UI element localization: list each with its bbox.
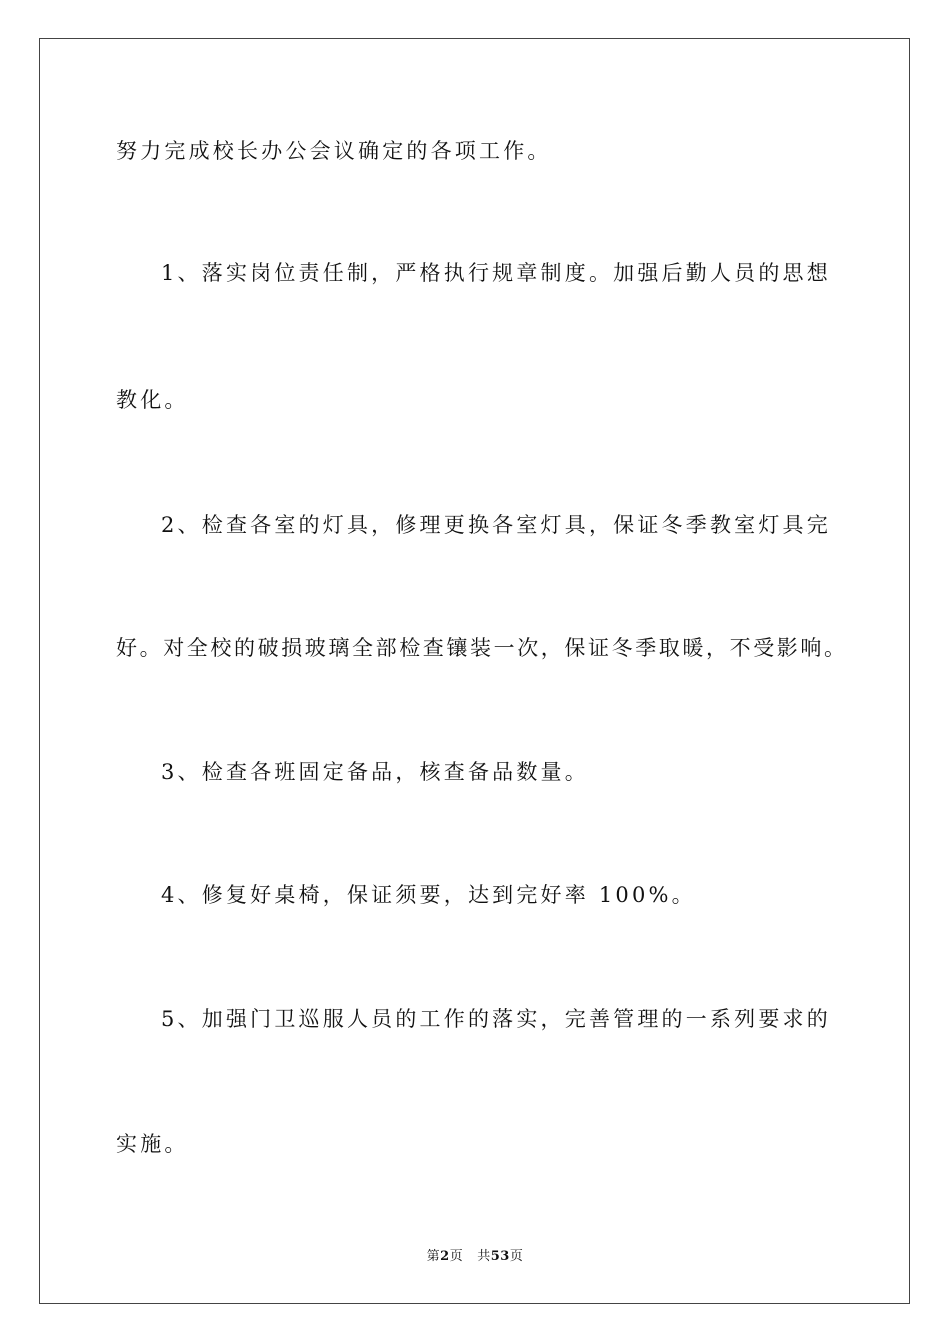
body-line-2: 1、落实岗位责任制，严格执行规章制度。加强后勤人员的思想 [161, 261, 831, 285]
body-line-7: 4、修复好桌椅，保证须要，达到完好率 100%。 [161, 883, 696, 907]
footer-total-suffix: 页 [509, 1249, 524, 1264]
body-line-4: 2、检查各室的灯具，修理更换各室灯具，保证冬季教室灯具完 [161, 513, 831, 537]
body-line-8: 5、加强门卫巡服人员的工作的落实，完善管理的一系列要求的 [161, 1007, 831, 1031]
footer-page-total: 53 [490, 1249, 510, 1264]
body-line-9: 实施。 [116, 1132, 189, 1156]
footer-total-prefix: 共 [477, 1249, 491, 1264]
body-line-5: 好。对全校的破损玻璃全部检查镶装一次，保证冬季取暖，不受影响。 [116, 636, 848, 660]
footer-page-prefix: 第 [426, 1249, 441, 1264]
body-line-6: 3、检查各班固定备品，核查备品数量。 [161, 760, 589, 784]
page-border [39, 38, 910, 1304]
body-line-3: 教化。 [116, 388, 189, 412]
page-footer [0, 1248, 950, 1266]
body-line-1: 努力完成校长办公会议确定的各项工作。 [116, 139, 552, 163]
footer-page-suffix: 页 [449, 1249, 464, 1264]
footer-page-current: 2 [440, 1249, 450, 1264]
